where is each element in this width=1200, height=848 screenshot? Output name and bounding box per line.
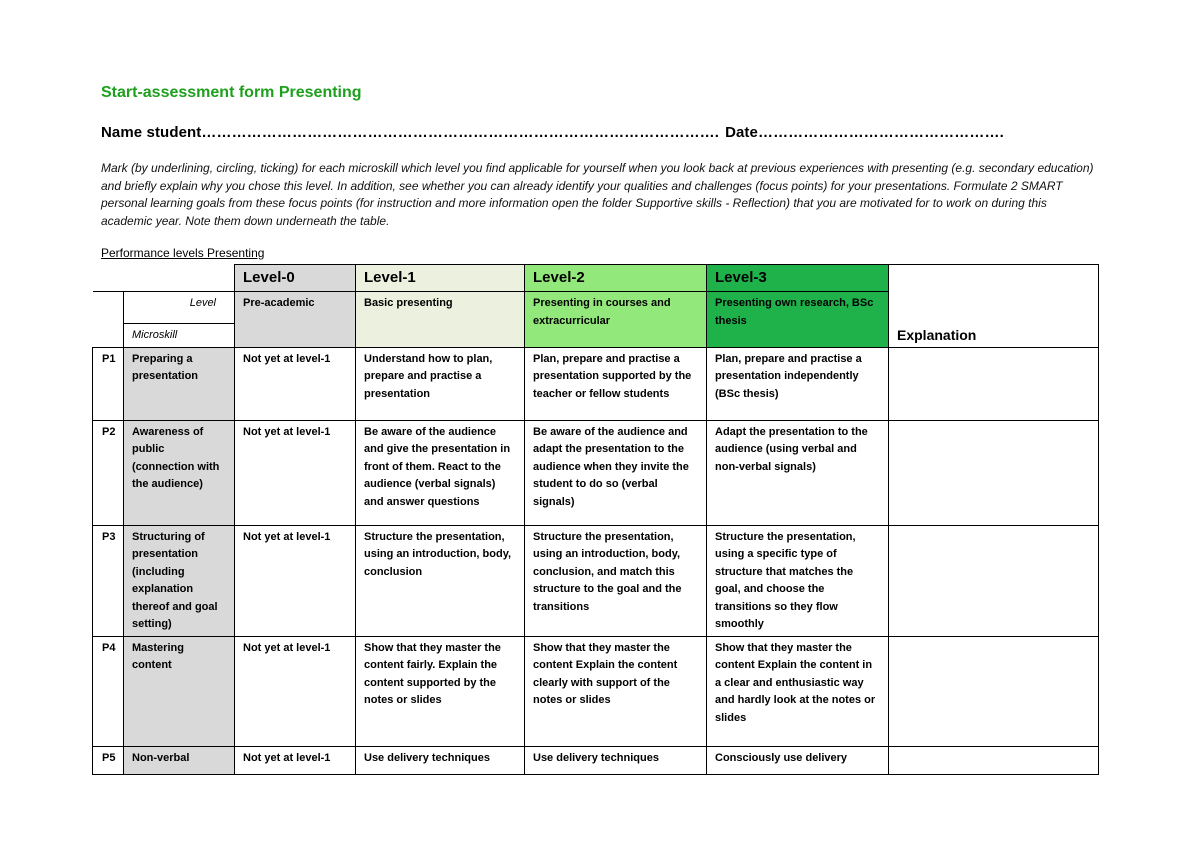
level-0-title: Level-0: [235, 265, 356, 292]
row-level-2[interactable]: Plan, prepare and practise a presentation supported by the teacher or fellow students: [525, 347, 707, 420]
row-explanation[interactable]: [889, 525, 1099, 636]
table-row: [93, 636, 1099, 746]
table-row: [93, 347, 1099, 420]
level-2-title: Level-2: [525, 265, 707, 292]
level-3-title: Level-3: [707, 265, 889, 292]
row-level-0[interactable]: Not yet at level-1: [235, 347, 356, 420]
explanation-header: Explanation: [889, 265, 1099, 348]
table-row: [93, 525, 1099, 636]
table-row: [93, 746, 1099, 774]
row-skill: Structuring of presentation (including explanation thereof and goal setting): [124, 525, 235, 636]
row-level-3[interactable]: Consciously use delivery: [707, 746, 889, 774]
row-level-1[interactable]: Show that they master the content fairly. Explain the content supported by the notes or slides: [356, 636, 525, 746]
row-explanation[interactable]: [889, 420, 1099, 525]
level-0-subtitle: Pre-academic: [235, 292, 356, 348]
instructions-paragraph: Mark (by underlining, circling, ticking) for each microskill which level you find applicable for yourself when you look back at previous experiences with presenting (e.g. secondary education) and briefly explain why you chose this level. In addition, see whether you can already identify your qualities and challenges (focus points) for your presentations. Formulate 2 SMART personal learning goals from these focus points (for instruction and more information open the folder Supportive skills - Reflection) that you are motivated for to work on during this academic year. Note them down underneath the table.: [101, 161, 1094, 228]
row-code: P1: [93, 347, 124, 420]
rubric-table: [92, 264, 1099, 775]
row-level-0[interactable]: Not yet at level-1: [235, 420, 356, 525]
row-explanation[interactable]: [889, 746, 1099, 774]
level-1-subtitle: Basic presenting: [356, 292, 525, 348]
row-level-2[interactable]: Be aware of the audience and adapt the presentation to the audience when they invite the student to do so (verbal signals): [525, 420, 707, 525]
row-level-3[interactable]: Adapt the presentation to the audience (using verbal and non-verbal signals): [707, 420, 889, 525]
row-explanation[interactable]: [889, 636, 1099, 746]
row-skill: Preparing a presentation: [124, 347, 235, 420]
row-level-3[interactable]: Show that they master the content Explain the content in a clear and enthusiastic way and hardly look at the notes or slides: [707, 636, 889, 746]
row-level-2[interactable]: Show that they master the content Explain the content clearly with support of the notes or slides: [525, 636, 707, 746]
row-level-1[interactable]: Understand how to plan, prepare and practise a presentation: [356, 347, 525, 420]
name-student-field[interactable]: Name student………………………………………………………………………………………….: [101, 124, 720, 141]
row-code: P4: [93, 636, 124, 746]
row-level-2[interactable]: Use delivery techniques: [525, 746, 707, 774]
row-explanation[interactable]: [889, 347, 1099, 420]
date-field[interactable]: Date………………………………………….: [725, 124, 1004, 141]
level-1-title: Level-1: [356, 265, 525, 292]
blank-cell: [93, 324, 124, 348]
row-code: P2: [93, 420, 124, 525]
row-level-0[interactable]: Not yet at level-1: [235, 746, 356, 774]
level-2-subtitle: Presenting in courses and extracurricular: [525, 292, 707, 348]
row-code: P5: [93, 746, 124, 774]
blank-cell: [93, 292, 124, 324]
page-title: Start-assessment form Presenting: [101, 84, 362, 101]
table-row: [93, 420, 1099, 525]
row-level-2[interactable]: Structure the presentation, using an introduction, body, conclusion, and match this structure to the goal and the transitions: [525, 525, 707, 636]
row-level-0[interactable]: Not yet at level-1: [235, 636, 356, 746]
performance-levels-label: Performance levels Presenting: [101, 246, 265, 260]
row-level-1[interactable]: Be aware of the audience and give the presentation in front of them. React to the audience (verbal signals) and answer questions: [356, 420, 525, 525]
row-skill: Awareness of public (connection with the audience): [124, 420, 235, 525]
row-skill: Mastering content: [124, 636, 235, 746]
row-level-1[interactable]: Structure the presentation, using an introduction, body, conclusion: [356, 525, 525, 636]
name-date-line: [101, 124, 1004, 141]
level-word: Level: [124, 292, 235, 324]
microskill-word: Microskill: [124, 324, 235, 348]
level-title-row: [93, 265, 1099, 292]
row-level-3[interactable]: Plan, prepare and practise a presentation independently (BSc thesis): [707, 347, 889, 420]
row-code: P3: [93, 525, 124, 636]
row-level-0[interactable]: Not yet at level-1: [235, 525, 356, 636]
level-3-subtitle: Presenting own research, BSc thesis: [707, 292, 889, 348]
row-skill: Non-verbal: [124, 746, 235, 774]
corner-cell: [93, 265, 235, 292]
row-level-1[interactable]: Use delivery techniques: [356, 746, 525, 774]
row-level-3[interactable]: Structure the presentation, using a specific type of structure that matches the goal, and choose the transitions so they flow smoothly: [707, 525, 889, 636]
